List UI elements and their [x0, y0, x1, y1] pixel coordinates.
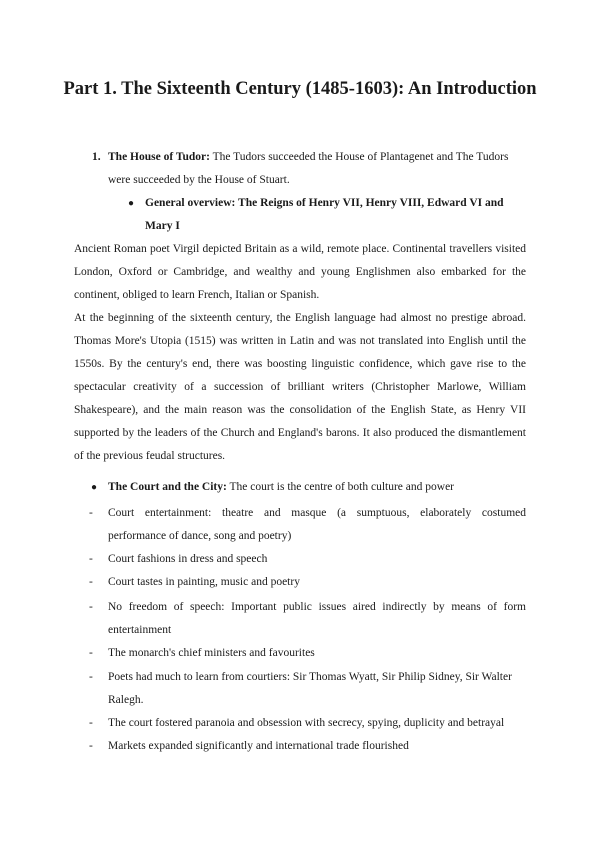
list-item: The court fostered paranoia and obsession with secrecy, spying, duplicity and betrayal	[108, 717, 505, 729]
dash-marker: -	[89, 717, 93, 729]
paragraph-line: supported by the leaders of the Church and England's barons. It also produced the dismantlement	[74, 427, 526, 439]
page-title: Part 1. The Sixteenth Century (1485-1603): An Introduction	[63, 79, 537, 99]
section-number: 1.	[92, 151, 101, 163]
paragraph-line: Ancient Roman poet Virgil depicted Britain as a wild, remote place. Continental travellers visited	[74, 243, 526, 255]
list-item: No freedom of speech: Important public issues aired indirectly by means of form	[108, 601, 526, 613]
dash-marker: -	[89, 576, 93, 588]
list-item: Markets expanded significantly and international trade flourished	[108, 740, 409, 752]
paragraph-line: 1550s. By the century's end, there was boosting linguistic confidence, which gave rise to the	[74, 358, 526, 370]
list-item-cont: entertainment	[108, 624, 172, 636]
paragraph-line: London, Oxford or Cambridge, and wealthy and young Englishmen also embarked for the	[74, 266, 526, 278]
list-item-cont: Ralegh.	[108, 694, 144, 706]
overview-heading: General overview: The Reigns of Henry VII, Henry VIII, Edward VI and	[145, 197, 504, 209]
section-heading-line	[108, 146, 508, 169]
paragraph-line: Shakespeare), and the main reason was the consolidation of the English State, as Henry VII	[74, 404, 526, 416]
paragraph-line: continent, obliged to learn French, Italian or Spanish.	[74, 289, 320, 301]
list-item: Court entertainment: theatre and masque (a sumptuous, elaborately costumed	[108, 507, 526, 519]
section-text-line2: were succeeded by the House of Stuart.	[108, 174, 290, 186]
paragraph-line: Thomas More's Utopia (1515) was written in Latin and was not translated into English until the	[74, 335, 526, 347]
paragraph-line: spectacular creativity of a succession of brilliant writers (Christopher Marlowe, William	[74, 381, 526, 393]
court-text: The court is the centre of both culture and power	[226, 481, 454, 493]
list-item-cont: performance of dance, song and poetry)	[108, 530, 292, 542]
list-item: Court tastes in painting, music and poetry	[108, 576, 300, 588]
section-heading: The House of Tudor:	[108, 151, 210, 163]
bullet-icon: ●	[128, 198, 135, 209]
list-item: Court fashions in dress and speech	[108, 553, 268, 565]
list-item: The monarch's chief ministers and favourites	[108, 647, 315, 659]
dash-marker: -	[89, 740, 93, 752]
dash-marker: -	[89, 553, 93, 565]
court-heading: The Court and the City:	[108, 481, 227, 493]
section-text: The Tudors succeeded the House of Plantagenet and The Tudors	[209, 151, 509, 163]
list-item: Poets had much to learn from courtiers: Sir Thomas Wyatt, Sir Philip Sidney, Sir Walter	[108, 671, 512, 683]
bullet-icon: ●	[91, 482, 98, 493]
dash-marker: -	[89, 671, 93, 683]
dash-marker: -	[89, 507, 93, 519]
overview-heading-line2: Mary I	[145, 220, 180, 232]
paragraph-line: of the previous feudal structures.	[74, 450, 226, 462]
dash-marker: -	[89, 647, 93, 659]
paragraph-line: At the beginning of the sixteenth century, the English language had almost no prestige abroad.	[74, 312, 526, 324]
court-heading-line	[108, 476, 454, 499]
dash-marker: -	[89, 601, 93, 613]
